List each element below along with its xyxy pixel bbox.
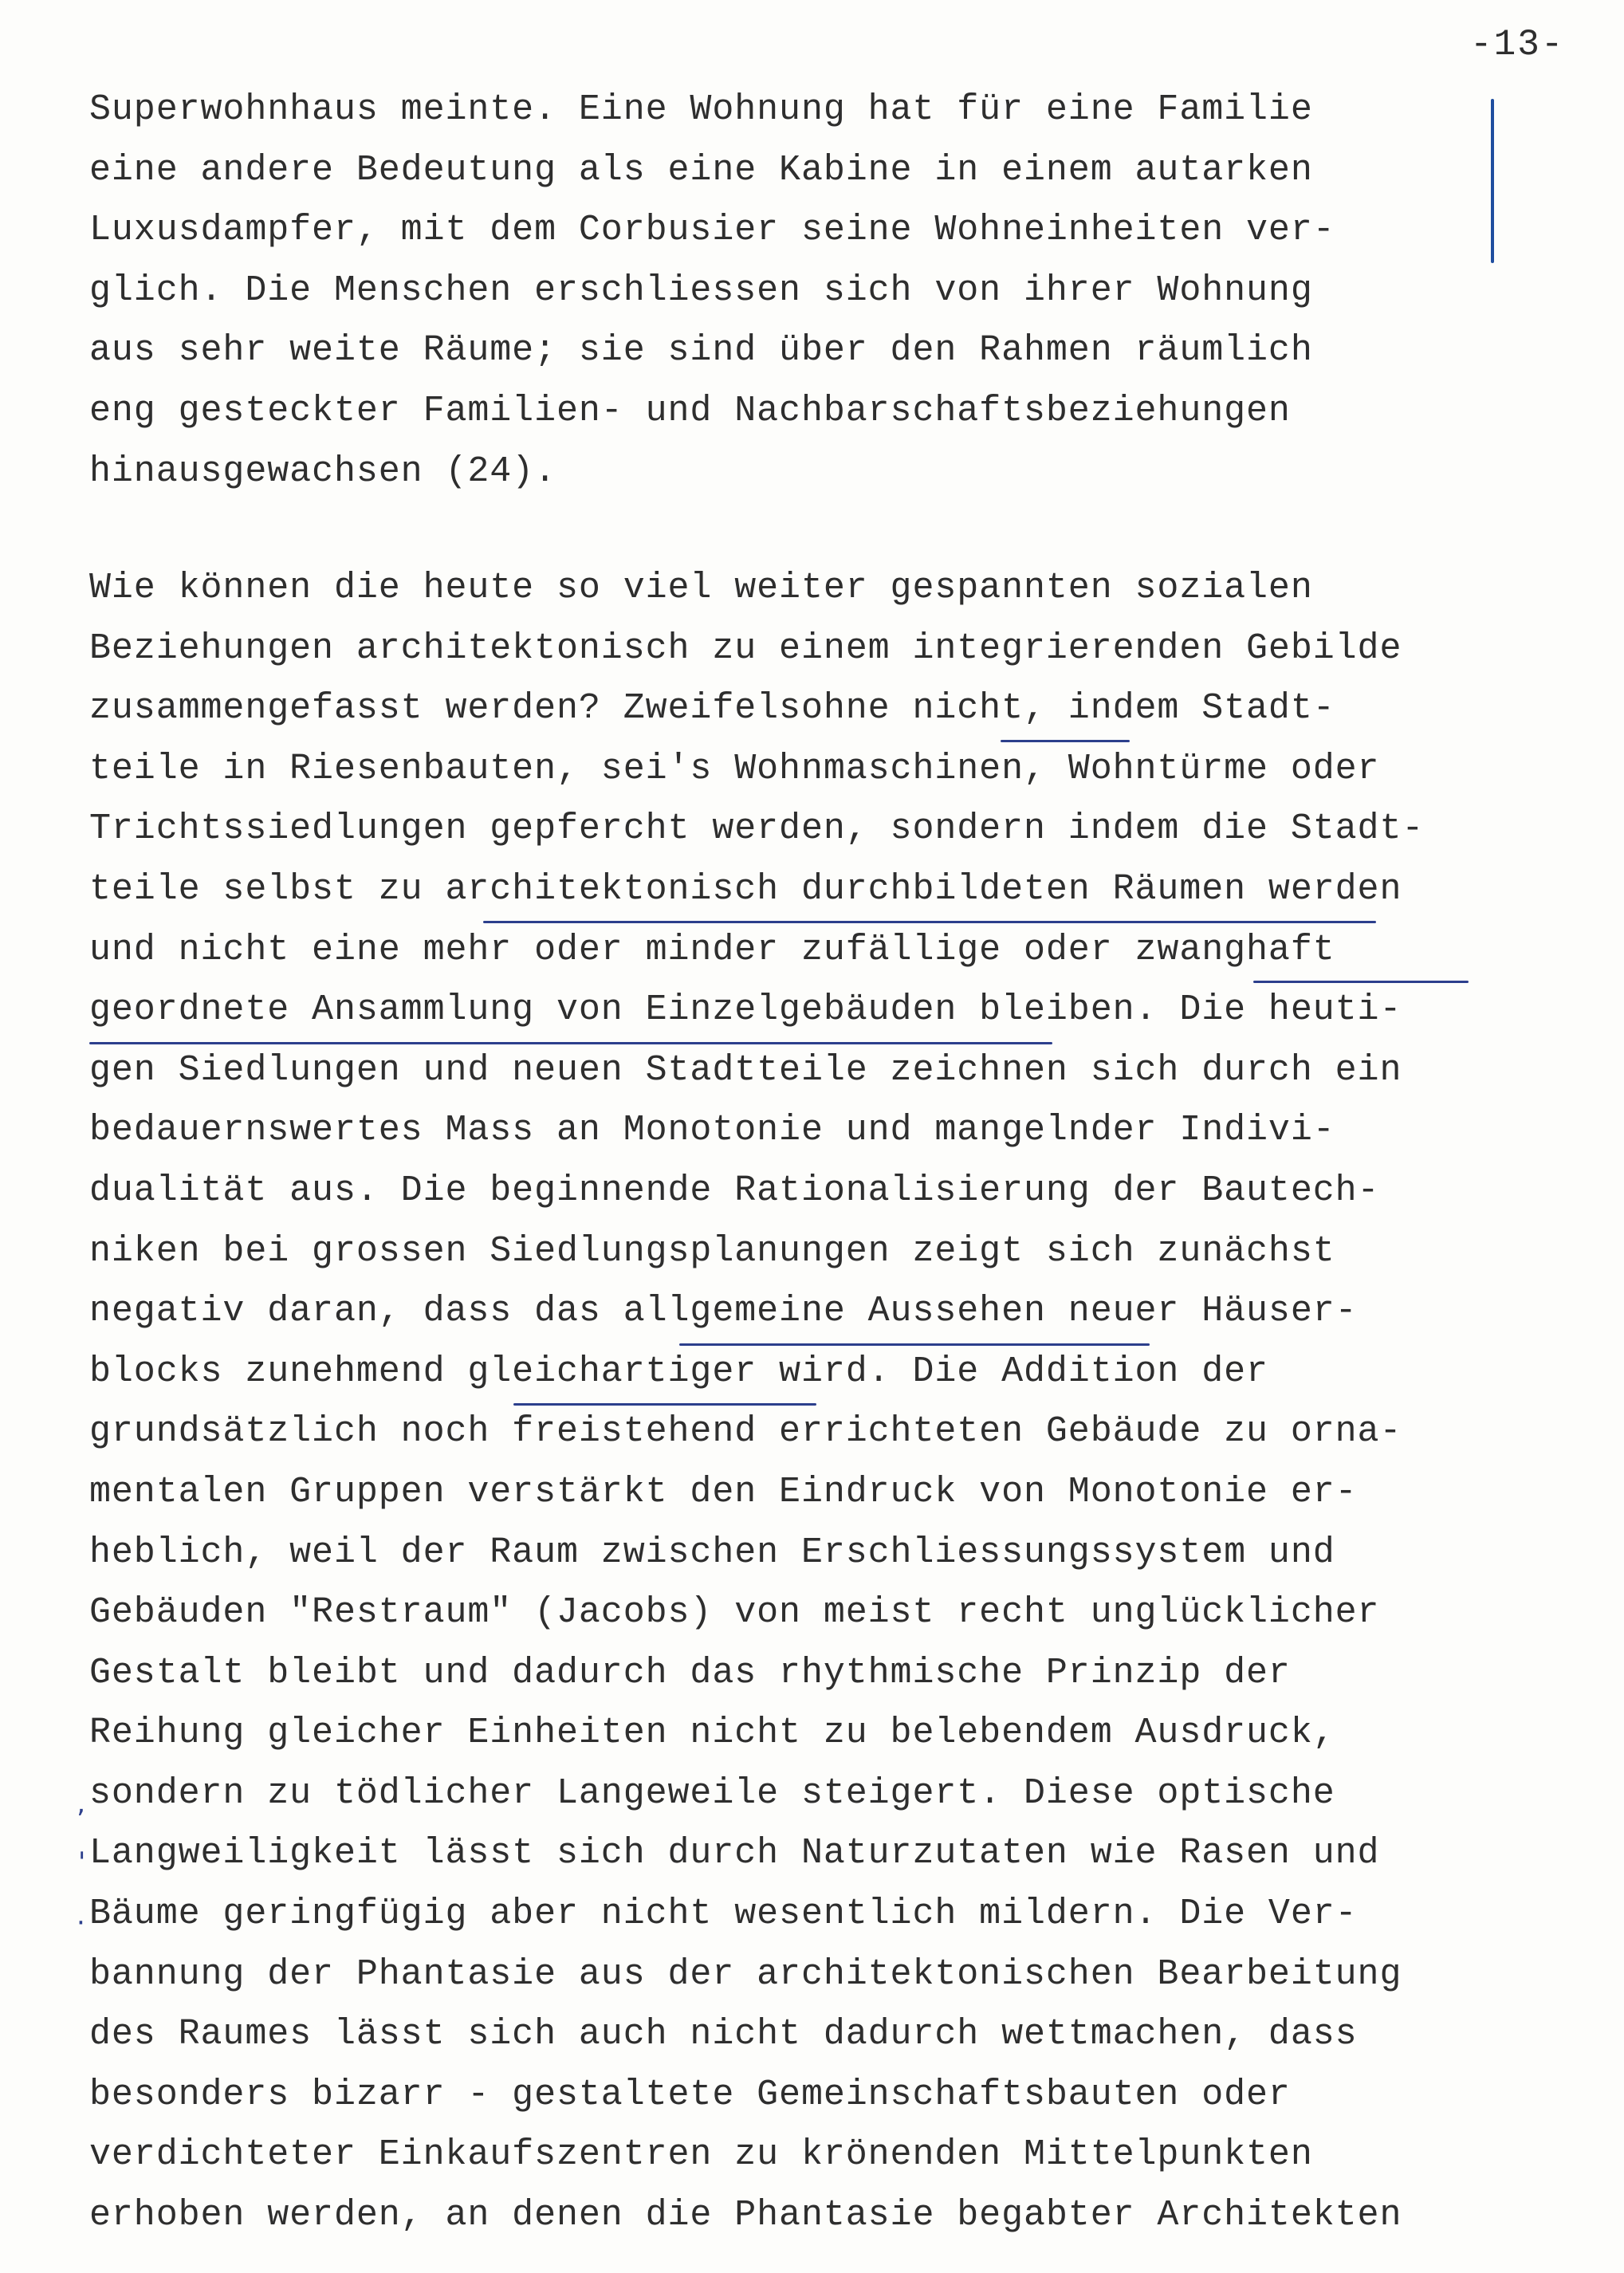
text-line: heblich, weil der Raum zwischen Erschliessungssystem und [89, 1532, 1335, 1573]
underline-allgemeine-aussehen [679, 1343, 1150, 1346]
text-line: eine andere Bedeutung als eine Kabine in einem autarken [89, 149, 1313, 191]
text-line: zusammengefasst werden? Zweifelsohne nicht, indem Stadt- [89, 688, 1335, 729]
text-line: Wie können die heute so viel weiter gespannten sozialen [89, 568, 1313, 608]
text-line: Reihung gleicher Einheiten nicht zu belebendem Ausdruck, [89, 1713, 1335, 1754]
text-line: teile in Riesenbauten, sei's Wohnmaschinen, Wohntürme oder [89, 748, 1380, 789]
text-line: glich. Die Menschen erschliessen sich von ihrer Wohnung [89, 269, 1313, 311]
text-line: Gestalt bleibt und dadurch das rhythmische Prinzip der [89, 1652, 1291, 1693]
text-line: bannung der Phantasie aus der architektonischen Bearbeitung [89, 1953, 1402, 1995]
text-line: mentalen Gruppen verstärkt den Eindruck von Monotonie er- [89, 1471, 1358, 1512]
text-line: und nicht eine mehr oder minder zufällige oder zwanghaft [89, 929, 1335, 970]
text-line: hinausgewachsen (24). [89, 450, 556, 492]
text-line: eng gesteckter Familien- und Nachbarschaftsbeziehungen [89, 390, 1291, 431]
text-line: Bäume geringfügig aber nicht wesentlich mildern. Die Ver- [89, 1894, 1358, 1935]
text-line: Beziehungen architektonisch zu einem integrierenden Gebilde [89, 627, 1402, 669]
underline-architektonisch-durchbildeten-raeumen [483, 921, 1376, 923]
margin-tick-mark: ' [78, 1846, 86, 1878]
text-line: erhoben werden, an denen die Phantasie begabter Architekten [89, 2195, 1402, 2236]
text-line: des Raumes lässt sich auch nicht dadurch wettmachen, dass [89, 2014, 1358, 2055]
text-line: niken bei grossen Siedlungsplanungen zeigt sich zunächst [89, 1230, 1335, 1272]
underline-zwanghaft [1253, 981, 1469, 983]
paragraph-2 [89, 558, 1588, 2246]
underline-gleichartiger [513, 1403, 816, 1406]
text-line: geordnete Ansammlung von Einzelgebäuden bleiben. Die heuti- [89, 989, 1402, 1031]
text-line: blocks zunehmend gleichartiger wird. Die Addition der [89, 1351, 1268, 1392]
text-line: sondern zu tödlicher Langeweile steigert. Diese optische [89, 1772, 1335, 1814]
text-line: verdichteter Einkaufszentren zu krönenden Mittelpunkten [89, 2134, 1313, 2176]
text-line: Trichtssiedlungen gepfercht werden, sondern indem die Stadt- [89, 808, 1425, 850]
page-number: -13- [1470, 24, 1565, 65]
text-line: negativ daran, dass das allgemeine Aussehen neuer Häuser- [89, 1291, 1358, 1332]
text-line: bedauernswertes Mass an Monotonie und mangelnder Indivi- [89, 1110, 1335, 1151]
paragraph-1 [89, 80, 1588, 501]
margin-tick-mark: ‚ [77, 1787, 85, 1819]
text-line: grundsätzlich noch freistehend errichteten Gebäude zu orna- [89, 1411, 1402, 1453]
underline-nicht [1001, 740, 1130, 742]
text-line: Superwohnhaus meinte. Eine Wohnung hat für eine Familie [89, 89, 1313, 130]
text-line: Luxusdampfer, mit dem Corbusier seine Wohneinheiten ver- [89, 210, 1335, 251]
text-line: gen Siedlungen und neuen Stadtteile zeichnen sich durch ein [89, 1049, 1402, 1091]
text-line: besonders bizarr - gestaltete Gemeinschaftsbauten oder [89, 2074, 1291, 2115]
text-line: teile selbst zu architektonisch durchbildeten Räumen werden [89, 868, 1402, 910]
margin-bar-annotation [1491, 99, 1494, 263]
margin-tick-mark: · [77, 1907, 85, 1939]
text-line: Langweiligkeit lässt sich durch Naturzutaten wie Rasen und [89, 1833, 1380, 1874]
text-line: Gebäuden "Restraum" (Jacobs) von meist recht unglücklicher [89, 1592, 1380, 1634]
text-line: dualität aus. Die beginnende Rationalisierung der Bautech- [89, 1170, 1380, 1211]
text-line: aus sehr weite Räume; sie sind über den Rahmen räumlich [89, 330, 1313, 372]
underline-geordnete-ansammlung [89, 1042, 1052, 1044]
